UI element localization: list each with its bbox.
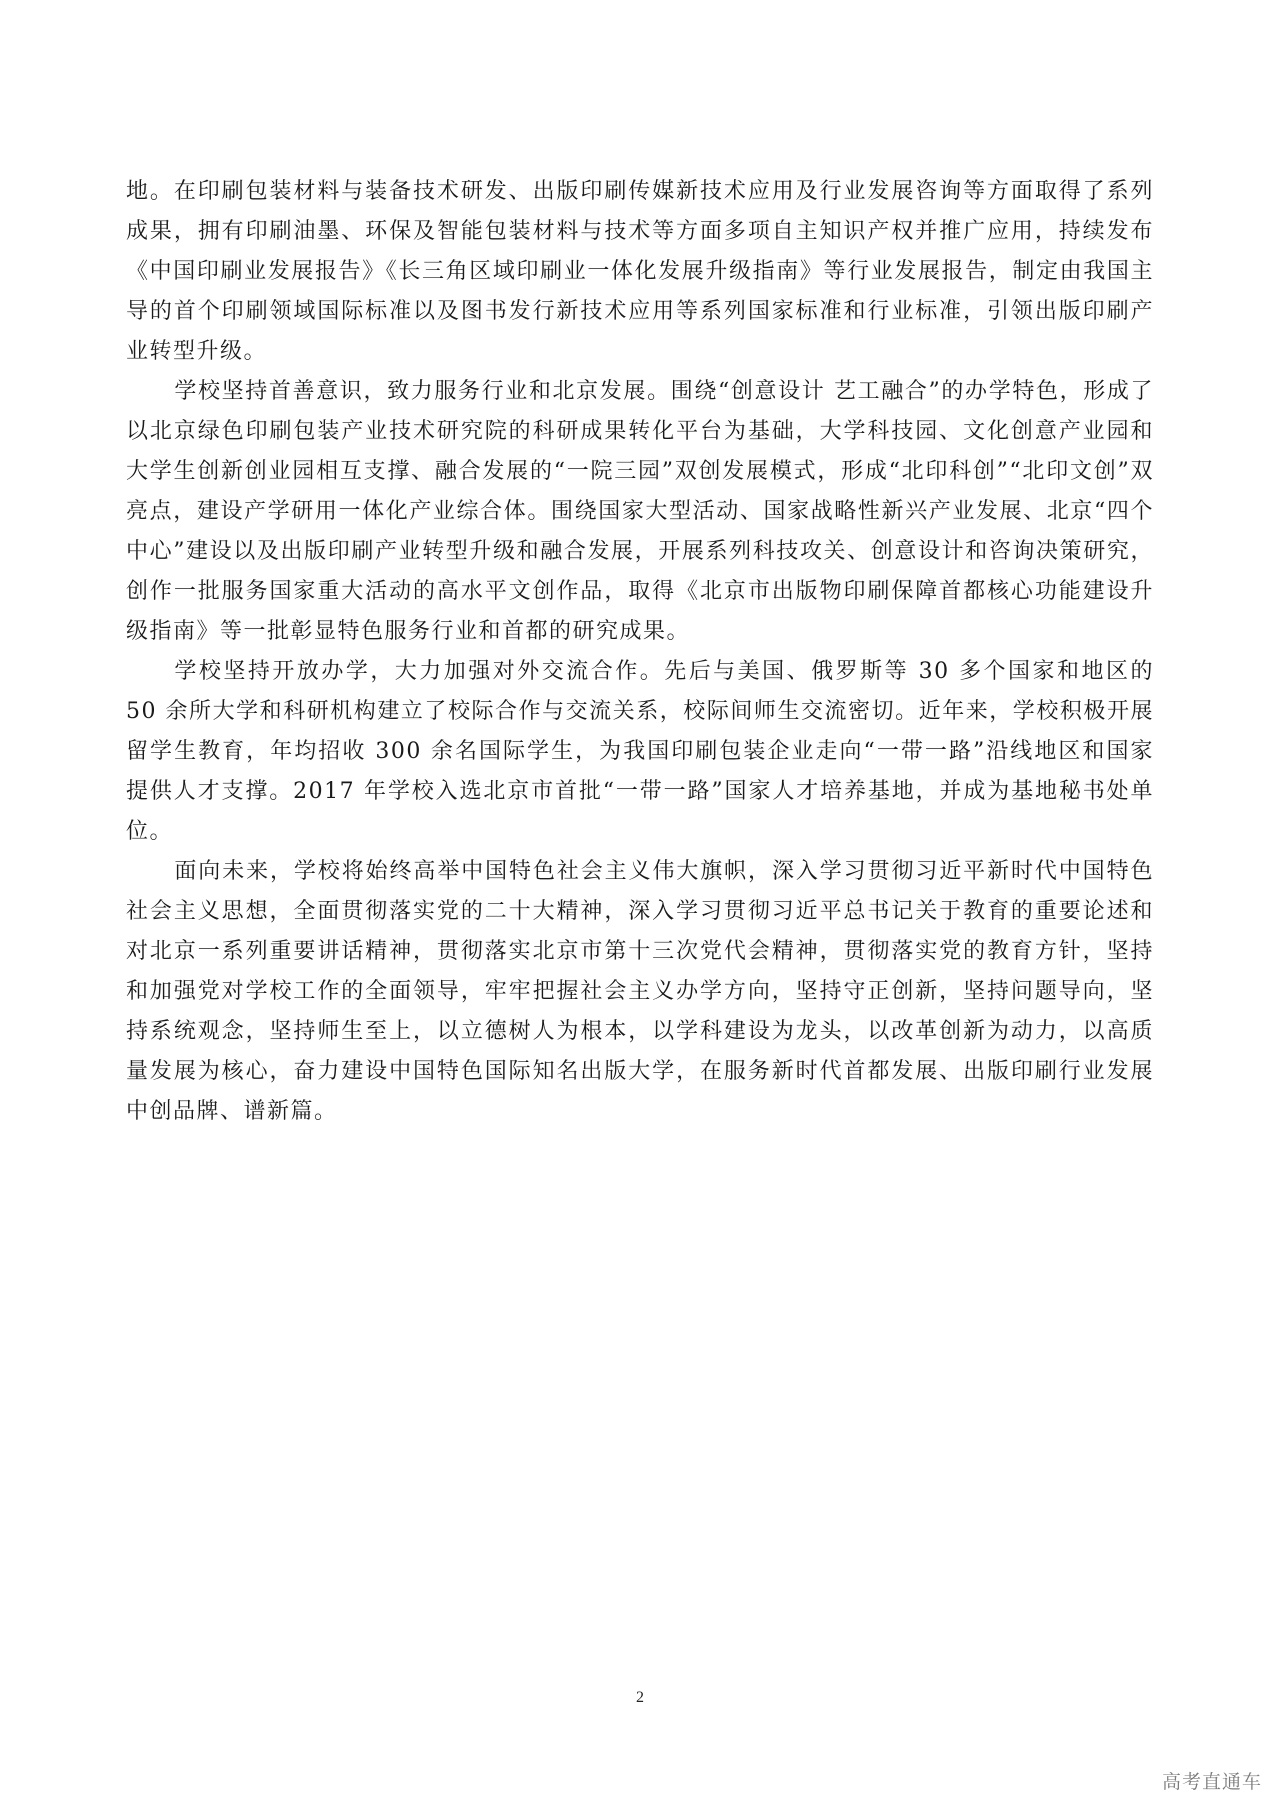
page-number: 2 [636,1689,644,1706]
paragraph-continuation: 地。在印刷包装材料与装备技术研发、出版印刷传媒新技术应用及行业发展咨询等方面取得了系列成果，拥有印刷油墨、环保及智能包装材料与技术等方面多项自主知识产权并推广应用，持续发布《中国印刷业发展报告》《长三角区域印刷业一体化发展升级指南》等行业发展报告，制定由我国主导的首个印刷领域国际标准以及图书发行新技术应用等系列国家标准和行业标准，引领出版印刷产业转型升级。 [126,179,1154,364]
paragraph-international: 学校坚持开放办学，大力加强对外交流合作。先后与美国、俄罗斯等 30 多个国家和地区的 50 余所大学和科研机构建立了校际合作与交流关系，校际间师生交流密切。近年来，学校积极开展留学生教育，年均招收 300 余名国际学生，为我国印刷包装企业走向“一带一路”沿线地区和国家提供人才支撑。2017 年学校入选北京市首批“一带一路”国家人才培养基地，并成为基地秘书处单位。 [126,659,1154,844]
watermark: 高考直通车 [1161,1771,1262,1793]
paragraph-future: 面向未来，学校将始终高举中国特色社会主义伟大旗帜，深入学习贯彻习近平新时代中国特色社会主义思想，全面贯彻落实党的二十大精神，深入学习贯彻习近平总书记关于教育的重要论述和对北京一系列重要讲话精神，贯彻落实北京市第十三次党代会精神，贯彻落实党的教育方针，坚持和加强党对学校工作的全面领导，牢牢把握社会主义办学方向，坚持守正创新，坚持问题导向，坚持系统观念，坚持师生至上，以立德树人为根本，以学科建设为龙头，以改革创新为动力，以高质量发展为核心，奋力建设中国特色国际知名出版大学，在服务新时代首都发展、出版印刷行业发展中创品牌、谱新篇。 [126,859,1154,1124]
paragraph-service: 学校坚持首善意识，致力服务行业和北京发展。围绕“创意设计 艺工融合”的办学特色，形成了以北京绿色印刷包装产业技术研究院的科研成果转化平台为基础，大学科技园、文化创意产业园和大学生创新创业园相互支撑、融合发展的“一院三园”双创发展模式，形成“北印科创”“北印文创”双亮点，建设产学研用一体化产业综合体。围绕国家大型活动、国家战略性新兴产业发展、北京“四个中心”建设以及出版印刷产业转型升级和融合发展，开展系列科技攻关、创意设计和咨询决策研究，创作一批服务国家重大活动的高水平文创作品，取得《北京市出版物印刷保障首都核心功能建设升级指南》等一批彰显特色服务行业和首都的研究成果。 [126,379,1154,644]
document-body [126,172,1154,1132]
